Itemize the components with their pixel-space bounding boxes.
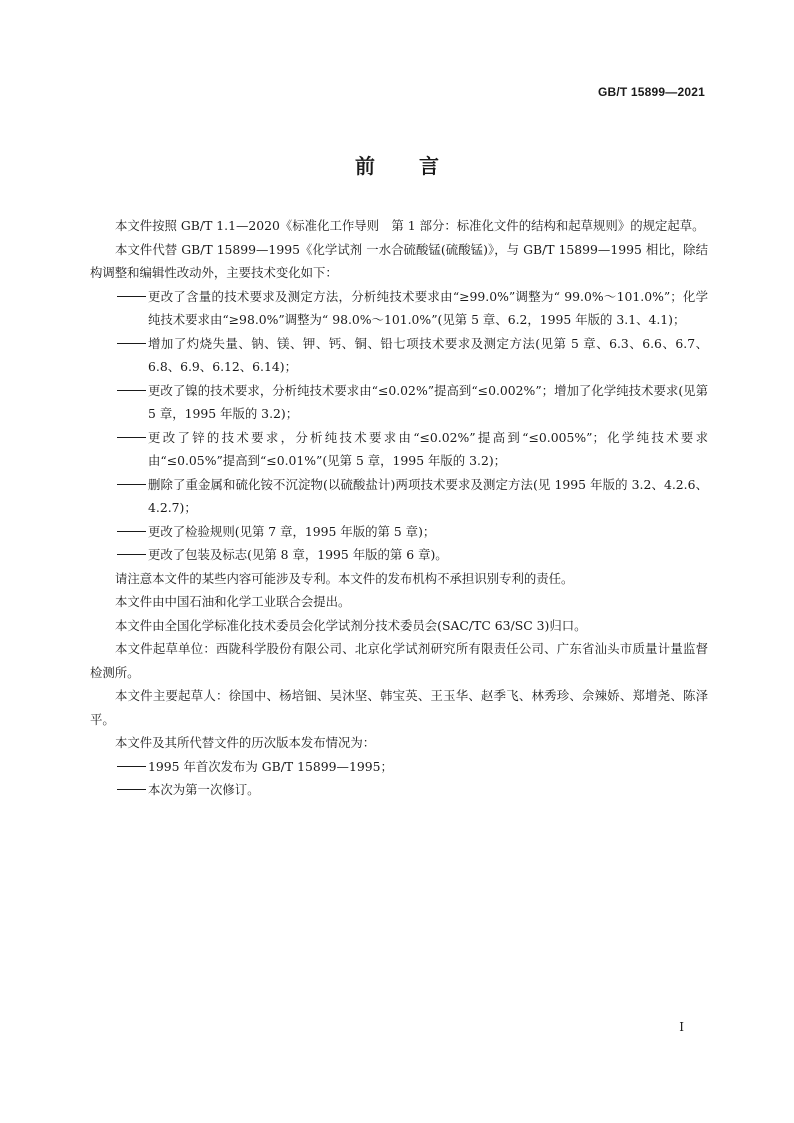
dash-marker [115,473,148,520]
foreword-body [90,214,708,802]
paragraph-drafting-rules: 本文件按照 GB/T 1.1—2020《标准化工作导则 第 1 部分：标准化文件的结构和起草规则》的规定起草。 [115,218,705,233]
change-text: 增加了灼烧失量、钠、镁、钾、钙、铜、铅七项技术要求及测定方法(见第 5 章、6.3、6.6、6.7、6.8、6.9、6.12、6.14)； [148,335,708,374]
change-text: 删除了重金属和硫化铵不沉淀物(以硫酸盐计)两项技术要求及测定方法(见 1995 年版的 3.2、4.2.6、4.2.7)； [148,476,708,515]
dash-marker [115,379,148,426]
paragraph-replacement: 本文件代替 GB/T 15899—1995《化学试剂 一水合硫酸锰(硫酸锰)》，与 GB/T 15899—1995 相比，除结构调整和编辑性改动外，主要技术变化如下： [90,241,708,280]
dash-marker [115,332,148,379]
change-item [90,426,708,473]
change-item [90,473,708,520]
change-text: 更改了锌的技术要求，分析纯技术要求由“≤0.02%”提高到“≤0.005%”；化学纯技术要求由“≤0.05%”提高到“≤0.01%”(见第 5 章，1995 年版的 3.2)； [148,429,708,468]
paragraph-patent-notice: 请注意本文件的某些内容可能涉及专利。本文件的发布机构不承担识别专利的责任。 [115,570,574,586]
history-item [90,755,708,779]
page-title: 前言 [355,154,483,178]
dash-marker [115,778,148,802]
paragraph-history-intro: 本文件及其所代替文件的历次版本发布情况为： [115,735,376,750]
change-item [90,285,708,332]
change-item [90,520,708,544]
dash-marker [115,520,148,544]
history-item [90,778,708,802]
change-text: 更改了镍的技术要求，分析纯技术要求由“≤0.02%”提高到“≤0.002%”；增加了化学纯技术要求(见第 5 章，1995 年版的 3.2)； [148,382,708,421]
dash-marker [115,755,148,779]
page-number: I [679,1020,684,1034]
paragraph-proposer: 本文件由中国石油和化学工业联合会提出。 [115,594,351,609]
standard-code: GB/T 15899—2021 [597,85,705,99]
dash-marker [115,426,148,473]
paragraph-drafters: 本文件主要起草人：徐国中、杨培钿、吴沐坚、韩宝英、王玉华、赵季飞、林秀珍、佘辣娇、郑增尧、陈泽平。 [90,688,708,727]
dash-marker [115,285,148,332]
paragraph-committee: 本文件由全国化学标准化技术委员会化学试剂分技术委员会(SAC/TC 63/SC 3)归口。 [115,617,587,633]
dash-marker [115,543,148,567]
history-text: 1995 年首次发布为 GB/T 15899—1995； [148,758,393,774]
change-item [90,543,708,567]
paragraph-drafting-units: 本文件起草单位：西陇科学股份有限公司、北京化学试剂研究所有限责任公司、广东省汕头市质量计量监督检测所。 [90,641,708,680]
change-item [90,332,708,379]
history-text: 本次为第一次修订。 [148,782,260,797]
change-text: 更改了含量的技术要求及测定方法，分析纯技术要求由“≥99.0%”调整为“ 99.0%～101.0%”；化学纯技术要求由“≥98.0%”调整为“ 98.0%～101.0%”(见第 5 章、6.2，1995 年版的 3.1、4.1)； [148,288,708,327]
change-text: 更改了检验规则(见第 7 章，1995 年版的第 5 章)； [148,523,436,539]
change-item [90,379,708,426]
change-text: 更改了包装及标志(见第 8 章，1995 年版的第 6 章)。 [148,547,448,562]
